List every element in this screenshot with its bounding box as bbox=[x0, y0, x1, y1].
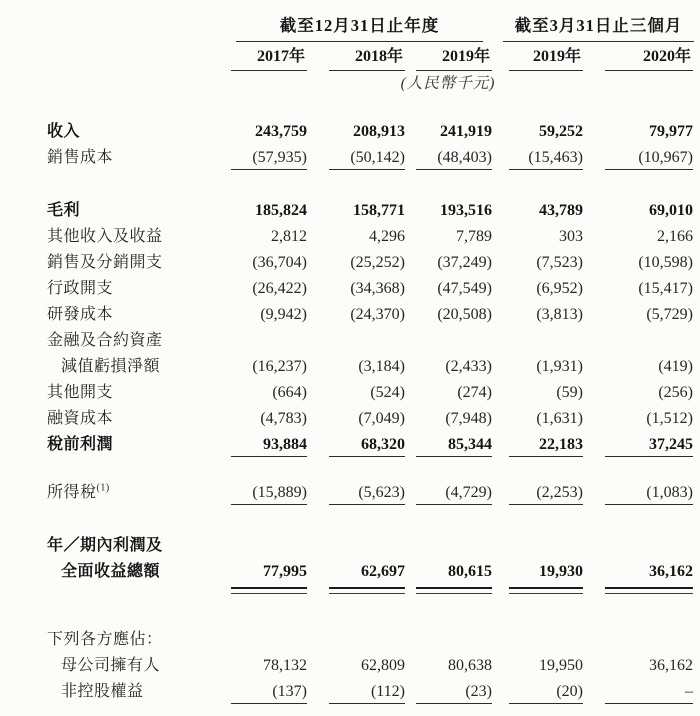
table-row-profit-before-tax bbox=[47, 432, 696, 458]
value-text: (25,252) bbox=[350, 254, 405, 271]
cell-value bbox=[310, 250, 408, 276]
cell-value bbox=[408, 328, 495, 354]
income-statement-table-body bbox=[47, 119, 696, 705]
cell-value bbox=[408, 224, 495, 250]
value-text: (664) bbox=[272, 384, 307, 401]
cell-value bbox=[222, 354, 310, 380]
table-row-selling-and-distribution-expenses bbox=[47, 250, 696, 276]
value-text: 59,252 bbox=[539, 123, 583, 140]
row-label bbox=[47, 354, 222, 380]
cell-value bbox=[310, 679, 408, 705]
value-text: (3,184) bbox=[358, 358, 405, 375]
cell-value bbox=[222, 328, 310, 354]
value-text: (6,952) bbox=[536, 280, 583, 297]
value-text: 7,789 bbox=[456, 228, 492, 245]
cell-value bbox=[495, 354, 586, 380]
cell-value bbox=[495, 679, 586, 705]
row-label-text: 融資成本 bbox=[47, 410, 114, 427]
currency-unit-note: (人民幣千元) bbox=[400, 75, 496, 92]
row-label-text: 年／期內利潤及 bbox=[47, 537, 163, 554]
value-text: 69,010 bbox=[649, 202, 693, 219]
value-text: 80,615 bbox=[448, 563, 492, 580]
value-text: 77,995 bbox=[263, 563, 307, 580]
cell-value bbox=[408, 198, 495, 224]
row-label-text: 收入 bbox=[47, 123, 81, 140]
value-text: 80,638 bbox=[448, 657, 492, 674]
cell-value bbox=[408, 627, 495, 653]
value-text: 85,344 bbox=[448, 436, 492, 453]
row-label-text: 母公司擁有人 bbox=[61, 657, 161, 674]
value-text: (4,729) bbox=[445, 484, 492, 501]
year-label: 2019年 bbox=[441, 48, 490, 65]
table-row-impairment-losses-line2 bbox=[47, 354, 696, 380]
header-years bbox=[47, 41, 696, 72]
cell-value bbox=[310, 302, 408, 328]
value-text: (7,049) bbox=[358, 410, 405, 427]
cell-value bbox=[495, 432, 586, 458]
row-label-text: 其他開支 bbox=[47, 384, 114, 401]
cell-value bbox=[495, 302, 586, 328]
value-text: 68,320 bbox=[361, 436, 405, 453]
value-text: 37,245 bbox=[649, 436, 693, 453]
cell-value bbox=[222, 432, 310, 458]
cell-value bbox=[495, 627, 586, 653]
column-header-2018 bbox=[310, 41, 408, 72]
value-text: (137) bbox=[272, 683, 307, 700]
value-text: 185,824 bbox=[255, 202, 307, 219]
value-text: 193,516 bbox=[440, 202, 492, 219]
cell-value bbox=[310, 119, 408, 145]
row-label-text: 銷售及分銷開支 bbox=[47, 254, 163, 271]
row-label bbox=[47, 679, 222, 705]
cell-value bbox=[586, 380, 696, 406]
cell-value bbox=[222, 198, 310, 224]
table-row-cost-of-sales bbox=[47, 145, 696, 171]
cell-value bbox=[310, 533, 408, 559]
cell-value bbox=[310, 224, 408, 250]
value-text: (15,417) bbox=[638, 280, 693, 297]
cell-value bbox=[586, 480, 696, 506]
cell-value bbox=[408, 432, 495, 458]
row-label bbox=[47, 653, 222, 679]
row-label-text: 全面收益總額 bbox=[61, 563, 161, 580]
row-label bbox=[47, 432, 222, 458]
cell-value bbox=[495, 250, 586, 276]
value-text: 93,884 bbox=[263, 436, 307, 453]
cell-value bbox=[222, 145, 310, 171]
cell-value bbox=[408, 559, 495, 585]
cell-value bbox=[408, 354, 495, 380]
value-text: (34,368) bbox=[350, 280, 405, 297]
column-header-2019-q1 bbox=[495, 41, 586, 72]
row-label bbox=[47, 224, 222, 250]
cell-value bbox=[495, 328, 586, 354]
value-text: (10,967) bbox=[638, 149, 693, 166]
value-text: (5,623) bbox=[358, 484, 405, 501]
column-header-2019 bbox=[408, 41, 495, 72]
value-text: (2,433) bbox=[445, 358, 492, 375]
cell-value bbox=[495, 119, 586, 145]
row-label-text: 所得稅 bbox=[47, 484, 97, 501]
row-label bbox=[47, 198, 222, 224]
cell-value bbox=[408, 145, 495, 171]
cell-value bbox=[586, 533, 696, 559]
value-text: 2,812 bbox=[271, 228, 307, 245]
cell-value bbox=[222, 533, 310, 559]
cell-value bbox=[408, 119, 495, 145]
value-text: (57,935) bbox=[252, 149, 307, 166]
row-label-text: 減值虧損淨額 bbox=[61, 358, 161, 375]
value-text: (59) bbox=[556, 384, 583, 401]
value-text: 36,162 bbox=[649, 657, 693, 674]
row-label bbox=[47, 302, 222, 328]
value-text: (10,598) bbox=[638, 254, 693, 271]
value-text: (7,948) bbox=[445, 410, 492, 427]
value-text: 2,166 bbox=[657, 228, 693, 245]
row-label bbox=[47, 380, 222, 406]
year-label: 2018年 bbox=[354, 48, 403, 65]
cell-value bbox=[408, 653, 495, 679]
value-text: 36,162 bbox=[649, 563, 693, 580]
table-row-profit-total-comprehensive-line1 bbox=[47, 533, 696, 559]
value-text: (15,889) bbox=[252, 484, 307, 501]
table-row-impairment-losses-line1 bbox=[47, 328, 696, 354]
cell-value bbox=[495, 533, 586, 559]
header-group-annual bbox=[236, 10, 483, 42]
table-row-owners-of-the-parent bbox=[47, 653, 696, 679]
cell-value bbox=[586, 198, 696, 224]
cell-value bbox=[310, 354, 408, 380]
value-text: (1,631) bbox=[536, 410, 583, 427]
cell-value bbox=[222, 119, 310, 145]
value-text: (20,508) bbox=[437, 306, 492, 323]
value-text: (24,370) bbox=[350, 306, 405, 323]
row-label bbox=[47, 276, 222, 302]
cell-value bbox=[310, 653, 408, 679]
row-label-text: 下列各方應佔： bbox=[47, 631, 163, 648]
value-text: 78,132 bbox=[263, 657, 307, 674]
value-text: (3,813) bbox=[536, 306, 583, 323]
cell-value bbox=[310, 145, 408, 171]
cell-value bbox=[586, 276, 696, 302]
value-text: 62,697 bbox=[361, 563, 405, 580]
cell-value bbox=[495, 380, 586, 406]
cell-value bbox=[222, 653, 310, 679]
cell-value bbox=[495, 559, 586, 585]
value-text: (37,249) bbox=[437, 254, 492, 271]
cell-value bbox=[408, 250, 495, 276]
header-label-spacer bbox=[47, 41, 222, 72]
footnote-ref: (1) bbox=[96, 482, 110, 494]
value-text: (36,704) bbox=[252, 254, 307, 271]
row-label bbox=[47, 480, 222, 506]
cell-value bbox=[586, 627, 696, 653]
cell-value bbox=[586, 302, 696, 328]
row-label-text: 行政開支 bbox=[47, 280, 114, 297]
cell-value bbox=[495, 145, 586, 171]
cell-value bbox=[408, 679, 495, 705]
row-label bbox=[47, 533, 222, 559]
cell-value bbox=[222, 679, 310, 705]
table-row-administrative-expenses bbox=[47, 276, 696, 302]
header-group-quarterly-title: 截至3月31日止三個月 bbox=[514, 16, 683, 35]
value-text: (4,783) bbox=[260, 410, 307, 427]
value-text: (274) bbox=[457, 384, 492, 401]
cell-value bbox=[222, 627, 310, 653]
unit-note-row bbox=[47, 72, 696, 99]
table-row-non-controlling-interests bbox=[47, 679, 696, 705]
cell-value bbox=[586, 328, 696, 354]
value-text: (20) bbox=[556, 683, 583, 700]
value-text: (16,237) bbox=[252, 358, 307, 375]
cell-value bbox=[495, 653, 586, 679]
year-label: 2020年 bbox=[642, 48, 691, 65]
cell-value bbox=[310, 432, 408, 458]
cell-value bbox=[586, 224, 696, 250]
row-label bbox=[47, 328, 222, 354]
cell-value bbox=[495, 276, 586, 302]
value-text: (23) bbox=[465, 683, 492, 700]
cell-value bbox=[495, 198, 586, 224]
value-text: (7,523) bbox=[536, 254, 583, 271]
value-text: – bbox=[685, 683, 693, 700]
row-label-text: 銷售成本 bbox=[47, 149, 114, 166]
column-header-2017 bbox=[222, 41, 310, 72]
value-text: (112) bbox=[370, 683, 405, 700]
table-row-income-tax bbox=[47, 480, 696, 506]
row-label bbox=[47, 559, 222, 585]
value-text: 4,296 bbox=[369, 228, 405, 245]
cell-value bbox=[408, 380, 495, 406]
year-label: 2019年 bbox=[532, 48, 581, 65]
header-group-annual-title: 截至12月31日止年度 bbox=[279, 16, 440, 35]
cell-value bbox=[495, 480, 586, 506]
value-text: (48,403) bbox=[437, 149, 492, 166]
cell-value bbox=[222, 302, 310, 328]
value-text: 303 bbox=[559, 228, 583, 245]
table-row-attributable-to-heading bbox=[47, 627, 696, 653]
cell-value bbox=[310, 406, 408, 432]
column-header-2020-q1 bbox=[586, 41, 696, 72]
value-text: (15,463) bbox=[528, 149, 583, 166]
cell-value bbox=[408, 480, 495, 506]
value-text: 158,771 bbox=[353, 202, 405, 219]
row-label bbox=[47, 119, 222, 145]
table-row-other-expenses bbox=[47, 380, 696, 406]
cell-value bbox=[310, 328, 408, 354]
cell-value bbox=[408, 406, 495, 432]
value-text: 208,913 bbox=[353, 123, 405, 140]
table-row-rd-costs bbox=[47, 302, 696, 328]
value-text: (1,931) bbox=[536, 358, 583, 375]
value-text: (47,549) bbox=[437, 280, 492, 297]
cell-value bbox=[586, 653, 696, 679]
value-text: (256) bbox=[658, 384, 693, 401]
value-text: (2,253) bbox=[536, 484, 583, 501]
cell-value bbox=[310, 276, 408, 302]
cell-value bbox=[310, 480, 408, 506]
table-row-finance-costs bbox=[47, 406, 696, 432]
cell-value bbox=[310, 559, 408, 585]
value-text: (419) bbox=[658, 358, 693, 375]
cell-value bbox=[408, 276, 495, 302]
table-row-other-income-and-gains bbox=[47, 224, 696, 250]
row-label-text: 非控股權益 bbox=[61, 683, 144, 700]
value-text: (1,083) bbox=[646, 484, 693, 501]
cell-value bbox=[586, 250, 696, 276]
cell-value bbox=[586, 406, 696, 432]
cell-value bbox=[495, 406, 586, 432]
cell-value bbox=[310, 627, 408, 653]
row-label-text: 研發成本 bbox=[47, 306, 114, 323]
value-text: 43,789 bbox=[539, 202, 583, 219]
table-row-gross-profit bbox=[47, 198, 696, 224]
cell-value bbox=[222, 250, 310, 276]
cell-value bbox=[222, 380, 310, 406]
table-row-revenue bbox=[47, 119, 696, 145]
cell-value bbox=[586, 354, 696, 380]
value-text: 19,950 bbox=[539, 657, 583, 674]
cell-value bbox=[586, 145, 696, 171]
row-label-text: 金融及合約資產 bbox=[47, 332, 163, 349]
header-period-groups bbox=[47, 10, 696, 41]
row-label-text: 毛利 bbox=[47, 202, 81, 219]
cell-value bbox=[408, 533, 495, 559]
value-text: (26,422) bbox=[252, 280, 307, 297]
value-text: (9,942) bbox=[260, 306, 307, 323]
value-text: 79,977 bbox=[649, 123, 693, 140]
value-text: 243,759 bbox=[255, 123, 307, 140]
value-text: (50,142) bbox=[350, 149, 405, 166]
cell-value bbox=[222, 406, 310, 432]
cell-value bbox=[586, 119, 696, 145]
value-text: 22,183 bbox=[539, 436, 583, 453]
value-text: (1,512) bbox=[646, 410, 693, 427]
row-label-text: 其他收入及收益 bbox=[47, 228, 163, 245]
row-label bbox=[47, 145, 222, 171]
cell-value bbox=[222, 276, 310, 302]
cell-value bbox=[586, 432, 696, 458]
header-group-quarterly bbox=[503, 10, 694, 42]
value-text: 62,809 bbox=[361, 657, 405, 674]
year-label: 2017年 bbox=[256, 48, 305, 65]
cell-value bbox=[408, 302, 495, 328]
cell-value bbox=[586, 679, 696, 705]
cell-value bbox=[586, 559, 696, 585]
row-label-text: 稅前利潤 bbox=[47, 436, 114, 453]
cell-value bbox=[310, 380, 408, 406]
value-text: 241,919 bbox=[440, 123, 492, 140]
cell-value bbox=[222, 224, 310, 250]
value-text: (524) bbox=[370, 384, 405, 401]
value-text: (5,729) bbox=[646, 306, 693, 323]
cell-value bbox=[495, 224, 586, 250]
cell-value bbox=[310, 198, 408, 224]
cell-value bbox=[222, 480, 310, 506]
row-label bbox=[47, 406, 222, 432]
table-row-profit-total-comprehensive-line2 bbox=[47, 559, 696, 585]
value-text: 19,930 bbox=[539, 563, 583, 580]
cell-value bbox=[222, 559, 310, 585]
row-label bbox=[47, 627, 222, 653]
header-label-spacer bbox=[47, 10, 222, 42]
row-label bbox=[47, 250, 222, 276]
